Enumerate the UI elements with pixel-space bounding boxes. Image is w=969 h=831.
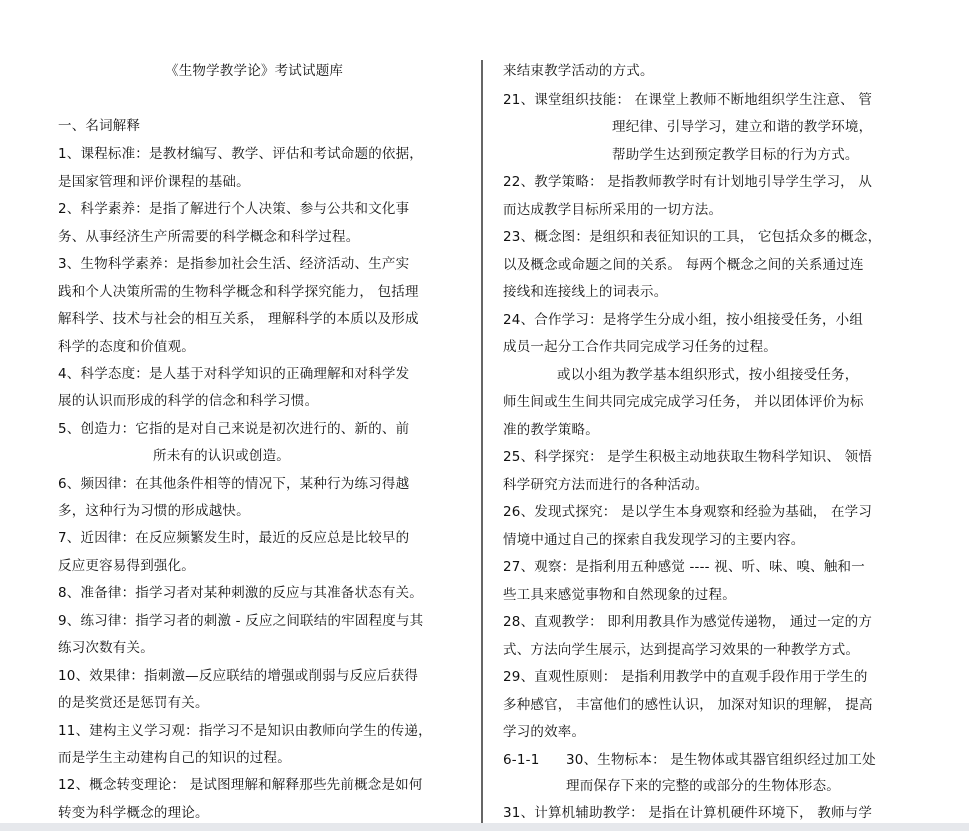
right-line: 理纪律、引导学习，建立和谐的教学环境， bbox=[612, 119, 873, 135]
left-line: 5、创造力：它指的是对自己来说是初次进行的、新的、前 bbox=[58, 421, 410, 437]
left-line: 8、准备律：指学习者对某种刺激的反应与其准备状态有关。 bbox=[58, 585, 423, 601]
right-line: 而达成教学目标所采用的一切方法。 bbox=[503, 202, 723, 218]
left-line: 展的认识而形成的科学的信念和科学习惯。 bbox=[58, 393, 319, 409]
right-line: 29、直观性原则： 是指利用教学中的直观手段作用于学生的 bbox=[503, 669, 868, 685]
section-heading: 一、名词解释 bbox=[58, 118, 141, 134]
right-line: 接线和连接线上的词表示。 bbox=[503, 284, 668, 300]
left-line: 所未有的认识或创造。 bbox=[153, 448, 290, 464]
right-line: 23、概念图：是组织和表征知识的工具， 它包括众多的概念， bbox=[503, 229, 882, 245]
left-line: 10、效果律：指刺激—反应联结的增强或削弱与反应后获得 bbox=[58, 668, 419, 684]
right-line: 科学研究方法而进行的各种活动。 bbox=[503, 477, 709, 493]
left-line: 的是奖赏还是惩罚有关。 bbox=[58, 695, 209, 711]
right-line: 些工具来感觉事物和自然现象的过程。 bbox=[503, 587, 736, 603]
right-line: 27、观察：是指利用五种感觉 ---- 视、听、味、嗅、触和一 bbox=[503, 559, 865, 575]
column-divider bbox=[481, 60, 483, 831]
right-line: 师生间或生生间共同完成完成学习任务， 并以团体评价为标 bbox=[503, 394, 864, 410]
left-line: 而是学生主动建构自己的知识的过程。 bbox=[58, 750, 291, 766]
left-line: 9、练习律：指学习者的刺激 - 反应之间联结的牢固程度与其 bbox=[58, 613, 424, 629]
left-line: 反应更容易得到强化。 bbox=[58, 558, 195, 574]
right-line: 学习的效率。 bbox=[503, 724, 586, 740]
right-line: 25、科学探究： 是学生积极主动地获取生物科学知识、 领悟 bbox=[503, 449, 873, 465]
left-line: 1、课程标准：是教材编写、教学、评估和考试命题的依据， bbox=[58, 146, 423, 162]
right-line: 式、方法向学生展示，达到提高学习效果的一种教学方式。 bbox=[503, 642, 860, 658]
left-line: 务、从事经济生产所需要的科学概念和科学过程。 bbox=[58, 229, 360, 245]
left-line: 解科学、技术与社会的相互关系， 理解科学的本质以及形成 bbox=[58, 311, 419, 327]
left-line: 科学的态度和价值观。 bbox=[58, 339, 195, 355]
right-line: 帮助学生达到预定教学目标的行为方式。 bbox=[612, 147, 859, 163]
left-line: 4、科学态度：是人基于对科学知识的正确理解和对科学发 bbox=[58, 366, 410, 382]
left-line: 7、近因律：在反应频繁发生时，最近的反应总是比较早的 bbox=[58, 530, 410, 546]
left-line: 是国家管理和评价课程的基础。 bbox=[58, 174, 250, 190]
right-line: 30、生物标本： 是生物体或其器官组织经过加工处 bbox=[566, 752, 876, 768]
right-line: 21、课堂组织技能： 在课堂上教师不断地组织学生注意、 管 bbox=[503, 92, 873, 108]
left-line: 践和个人决策所需的生物科学概念和科学探究能力， 包括理 bbox=[58, 284, 419, 300]
right-line: 31、计算机辅助教学： 是指在计算机硬件环境下， 教师与学 bbox=[503, 805, 873, 821]
right-line: 26、发现式探究： 是以学生本身观察和经验为基础， 在学习 bbox=[503, 504, 873, 520]
right-line: 22、教学策略： 是指教师教学时有计划地引导学生学习， 从 bbox=[503, 174, 873, 190]
left-line: 2、科学素养：是指了解进行个人决策、参与公共和文化事 bbox=[58, 201, 410, 217]
right-line: 28、直观教学： 即利用教具作为感觉传递物， 通过一定的方 bbox=[503, 614, 873, 630]
right-line: 以及概念或命题之间的关系。 每两个概念之间的关系通过连 bbox=[503, 257, 864, 273]
right-line: 成员一起分工合作共同完成学习任务的过程。 bbox=[503, 339, 777, 355]
right-line: 或以小组为教学基本组织形式，按小组接受任务， bbox=[557, 367, 859, 383]
document-title: 《生物学教学论》考试试题库 bbox=[165, 63, 344, 79]
right-line: 理而保存下来的完整的或部分的生物体形态。 bbox=[566, 778, 840, 794]
left-line: 多，这种行为习惯的形成越快。 bbox=[58, 503, 250, 519]
right-line: 准的教学策略。 bbox=[503, 422, 599, 438]
left-line: 转变为科学概念的理论。 bbox=[58, 805, 209, 821]
right-line: 情境中通过自己的探索自我发现学习的主要内容。 bbox=[503, 532, 805, 548]
left-line: 12、概念转变理论： 是试图理解和解释那些先前概念是如何 bbox=[58, 777, 423, 793]
right-line: 来结束教学活动的方式。 bbox=[503, 63, 654, 79]
bottom-scroll-strip bbox=[0, 823, 969, 831]
right-line: 多种感官， 丰富他们的感性认识， 加深对知识的理解， 提高 bbox=[503, 697, 873, 713]
page-code: 6-1-1 bbox=[503, 752, 540, 768]
left-line: 6、频因律：在其他条件相等的情况下，某种行为练习得越 bbox=[58, 476, 410, 492]
left-line: 3、生物科学素养：是指参加社会生活、经济活动、生产实 bbox=[58, 256, 410, 272]
right-line: 24、合作学习：是将学生分成小组，按小组接受任务，小组 bbox=[503, 312, 864, 328]
left-line: 11、建构主义学习观：指学习不是知识由教师向学生的传递， bbox=[58, 723, 432, 739]
left-line: 练习次数有关。 bbox=[58, 640, 154, 656]
